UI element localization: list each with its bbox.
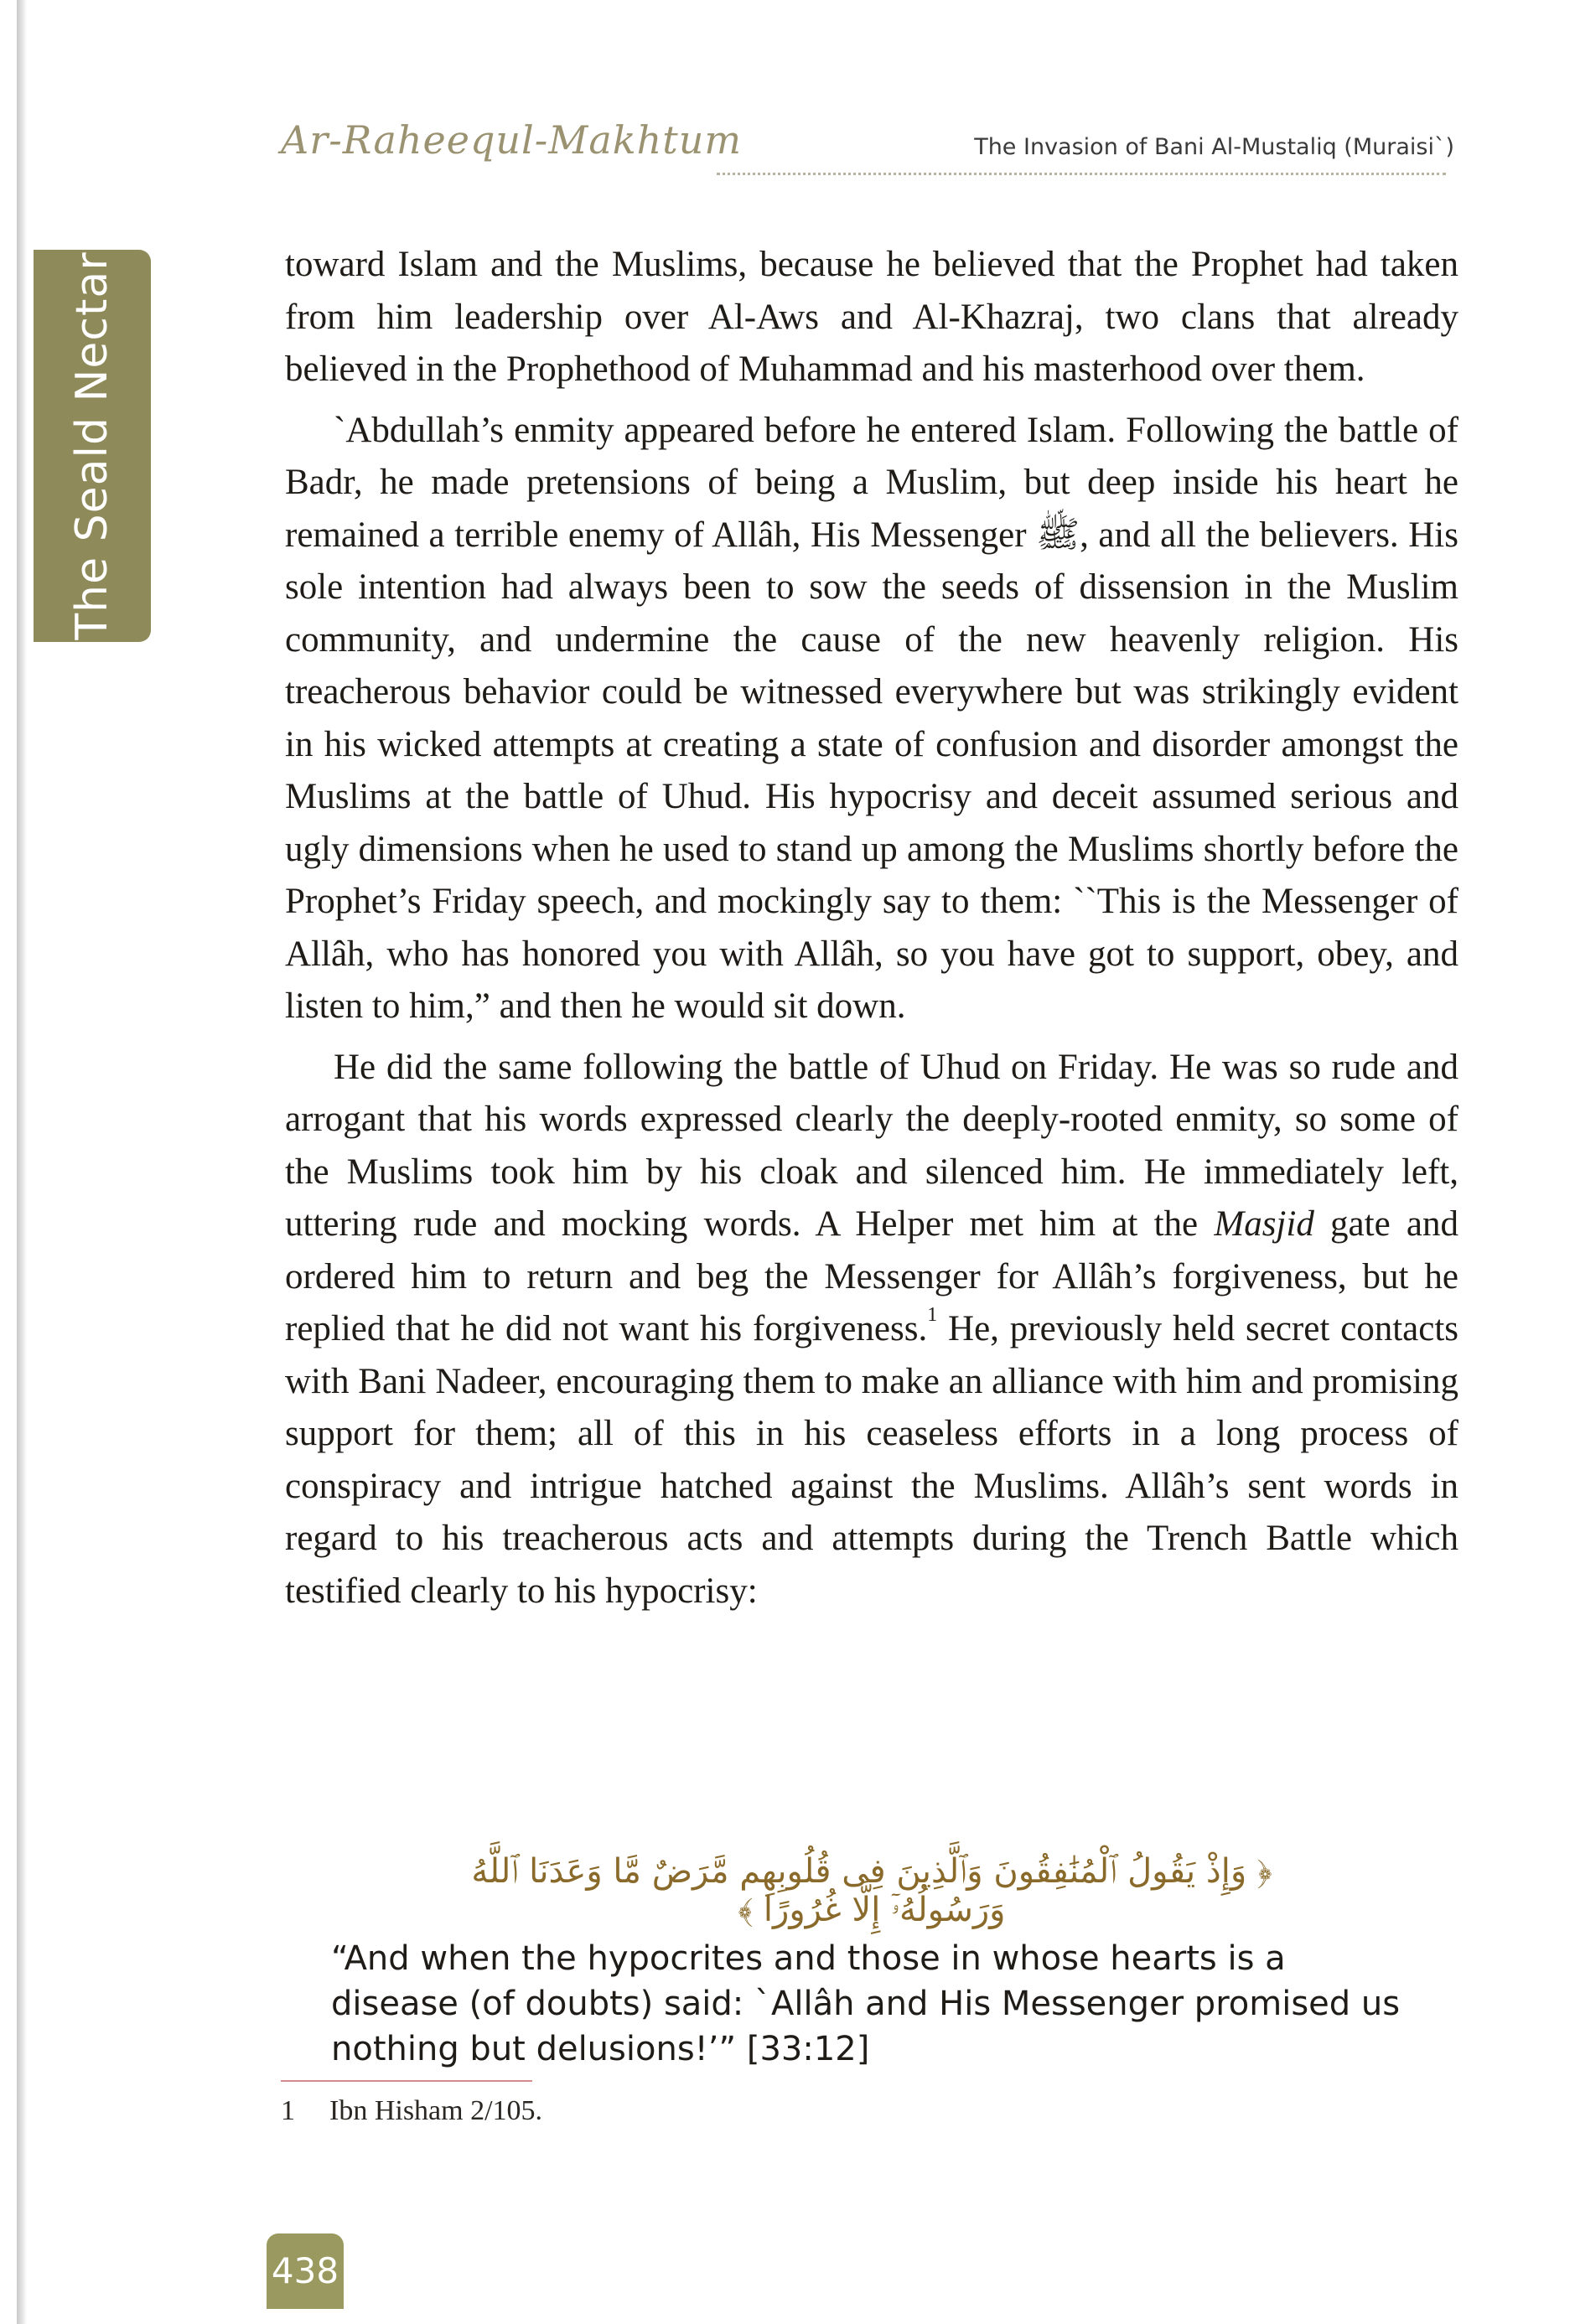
footnote xyxy=(281,2095,542,2127)
footnote-text: Ibn Hisham 2/105. xyxy=(329,2095,543,2126)
quran-verse-translation: “And when the hypocrites and those in whose hearts is a disease (of doubts) said: `Allâh and His Messenger promised us nothing but delusions!’” [33:12] xyxy=(331,1939,1401,2068)
paragraph-3-text-a: He did the same following the battle of Uhud on Friday. He was so rude and arrogant that his words expressed clearly the deeply-rooted enmity, so some of the Muslims took him by his cloak and silenced him. He immediately left, uttering rude and mocking words. A Helper met him at the xyxy=(285,1047,1458,1244)
page-number: 438 xyxy=(267,2233,344,2309)
header-dotted-rule xyxy=(717,173,1446,175)
footnote-number: 1 xyxy=(281,2095,295,2126)
footnote-divider xyxy=(281,2080,532,2082)
page-edge-shadow xyxy=(17,0,27,2324)
paragraph-3 xyxy=(285,1042,1458,1618)
side-tab xyxy=(34,250,151,642)
chapter-title: The Invasion of Bani Al-Mustaliq (Muraisi`) xyxy=(974,134,1454,160)
book-title: Ar-Raheequl-Makhtum xyxy=(281,117,743,163)
running-header xyxy=(281,117,1454,184)
italic-term: Masjid xyxy=(1214,1204,1314,1244)
side-tab-label: The Seald Nectar xyxy=(67,251,117,640)
quran-verse-arabic: ﴿ وَإِذْ يَقُولُ ٱلْمُنَٰفِقُونَ وَٱلَّذِينَ فِى قُلُوبِهِم مَّرَضٌ مَّا وَعَدَنَا ٱللَّهُ وَرَسُولُهُۥٓ إِلَّا غُرُورًا ﴾ xyxy=(471,1852,1272,1929)
paragraph-3-text-c: He, previously held secret contacts with Bani Nadeer, encouraging them to make an alliance with him and promising support for them; all of this in his ceaseless efforts in a long process of conspiracy and intrigue hatched against the Muslims. Allâh’s sent words in regard to his treacherous acts and attempts during the Trench Battle which testified clearly to his hypocrisy: xyxy=(285,1309,1459,1611)
paragraph-2: `Abdullah’s enmity appeared before he entered Islam. Following the battle of Badr, he made pretensions of being a Muslim, but deep inside his heart he remained a terrible enemy of Allâh, His Messenger ﷺ, and all the believers. His sole intention had always been to sow the seeds of dissension in the Muslim community, and undermine the cause of the new heavenly religion. His treacherous behavior could be witnessed everywhere but was strikingly evident in his wicked attempts at creating a state of confusion and disorder amongst the Muslims at the battle of Uhud. His hypocrisy and deceit assumed serious and ugly dimensions when he used to stand up among the Muslims shortly before the Prophet’s Friday speech, and mockingly say to them: ``This is the Messenger of Allâh, who has honored you with Allâh, so you have got to support, obey, and listen to him,” and then he would sit down. xyxy=(285,410,1458,1026)
paragraph-1: toward Islam and the Muslims, because he believed that the Prophet had taken from him leadership over Al-Aws and Al-Khazraj, two clans that already believed in the Prophethood of Muhammad and his masterhood over them. xyxy=(285,245,1458,389)
paragraph-3-text-b: gate and ordered him to return and beg the Messenger for Allâh’s forgiveness, but he replied that he did not want his forgiveness. xyxy=(285,1204,1458,1348)
footnote-reference[interactable]: 1 xyxy=(927,1304,938,1326)
body-text xyxy=(285,239,1458,1626)
